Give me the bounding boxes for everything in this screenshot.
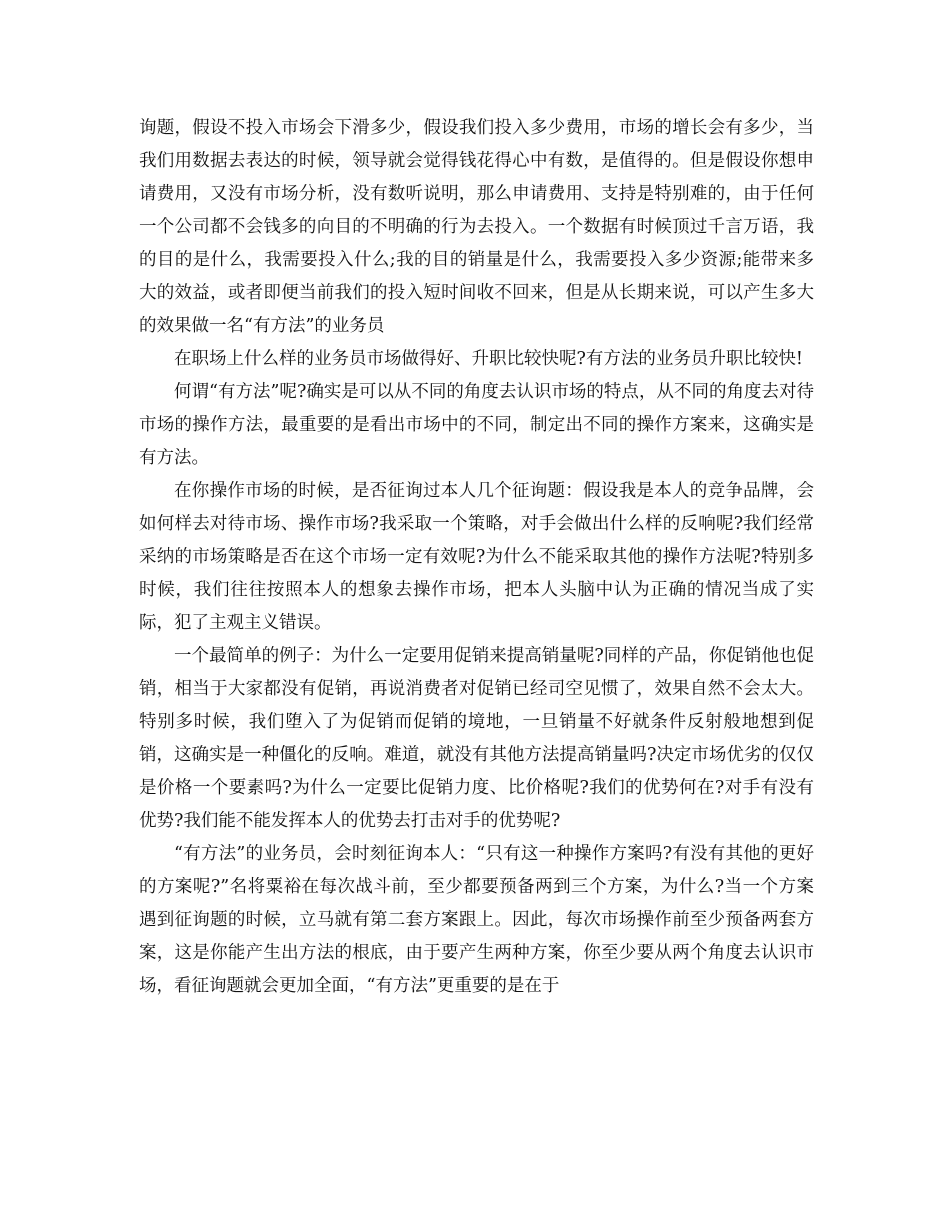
paragraph-1: 询题，假设不投入市场会下滑多少，假设我们投入多少费用，市场的增长会有多少，当我们用数据去表达的时候，领导就会觉得钱花得心中有数，是值得的。但是假设你想申请费用，又没有市场分析，没有数听说明，那么申请费用、支持是特别难的，由于任何一个公司都不会钱多的向目的不明确的行为去投入。一个数据有时候顶过千言万语，我的目的是什么，我需要投入什么;我的目的销量是什么，我需要投入多少资源;能带来多大的效益，或者即便当前我们的投入短时间收不回来，但是从长期来说，可以产生多大的效果做一名“有方法”的业务员 [139, 118, 814, 336]
paragraph-4: 在你操作市场的时候，是否征询过本人几个征询题：假设我是本人的竞争品牌，会如何样去对待市场、操作市场?我采取一个策略，对手会做出什么样的反响呢?我们经常采纳的市场策略是否在这个市场一定有效呢?为什么不能采取其他的操作方法呢?特别多时候，我们往往按照本人的想象去操作市场，把本人头脑中认为正确的情况当成了实际，犯了主观主义错误。 [139, 481, 814, 633]
document-body [139, 112, 814, 1003]
paragraph-6: “有方法”的业务员，会时刻征询本人：“只有这一种操作方案吗?有没有其他的更好的方案呢?”名将粟裕在每次战斗前，至少都要预备两到三个方案，为什么?当一个方案遇到征询题的时候，立马就有第二套方案跟上。因此，每次市场操作前至少预备两套方案，这是你能产生出方法的根底，由于要产生两种方案，你至少要从两个角度去认识市场，看征询题就会更加全面，“有方法”更重要的是在于 [139, 844, 814, 996]
paragraph-5: 一个最简单的例子：为什么一定要用促销来提高销量呢?同样的产品，你促销他也促销，相当于大家都没有促销，再说消费者对促销已经司空见惯了，效果自然不会太大。特别多时候，我们堕入了为促销而促销的境地，一旦销量不好就条件反射般地想到促销，这确实是一种僵化的反响。难道，就没有其他方法提高销量吗?决定市场优劣的仅仅是价格一个要素吗?为什么一定要比促销力度、比价格呢?我们的优势何在?对手有没有优势?我们能不能发挥本人的优势去打击对手的优势呢? [139, 646, 814, 831]
paragraph-2: 在职场上什么样的业务员市场做得好、升职比较快呢?有方法的业务员升职比较快! [174, 349, 803, 369]
paragraph-3: 何谓“有方法”呢?确实是可以从不同的角度去认识市场的特点，从不同的角度去对待市场的操作方法，最重要的是看出市场中的不同，制定出不同的操作方案来，这确实是有方法。 [139, 382, 814, 468]
